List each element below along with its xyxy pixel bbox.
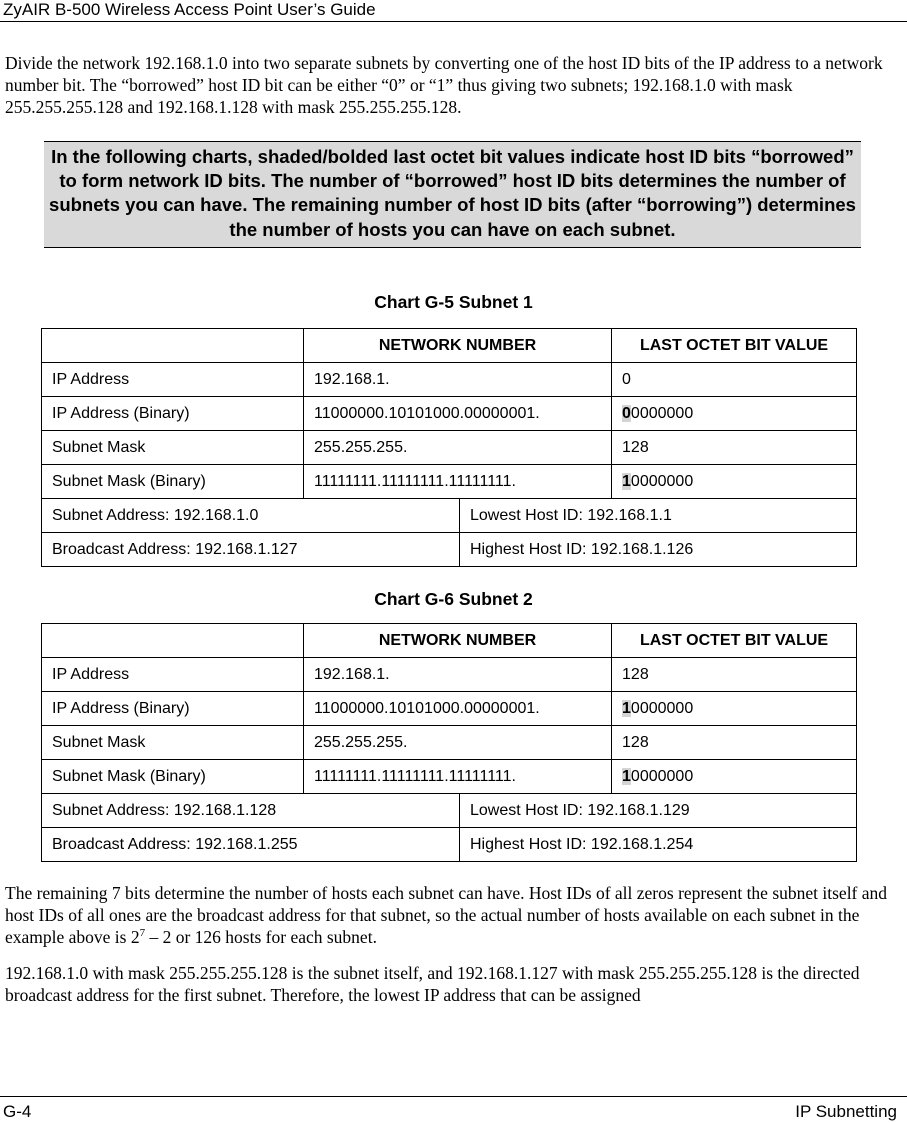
page-number: G-4	[3, 1102, 32, 1121]
header-divider	[0, 21, 907, 22]
last-octet-cell	[612, 363, 857, 397]
table-row	[42, 760, 857, 794]
network-cell: 192.168.1.	[304, 363, 612, 397]
network-number-header: NETWORK NUMBER	[304, 329, 612, 363]
last-octet-header: LAST OCTET BIT VALUE	[612, 329, 857, 363]
table-row	[42, 828, 857, 862]
broadcast-address-cell: Broadcast Address: 192.168.1.127	[42, 533, 460, 567]
remaining-bits: 0000000	[630, 699, 694, 717]
last-octet-cell	[612, 658, 857, 692]
table-header-row	[42, 624, 857, 658]
exponent: 7	[139, 927, 146, 940]
note-box: In the following charts, shaded/bolded last octet bit values indicate host ID bits “borrowed” to form network ID bits. The number of “borrowed” host ID bits determines the number of subnets you can have. The remaining number of host ID bits (after “borrowing”) determines the number of hosts you can have on each subnet.	[44, 141, 861, 248]
table-row	[42, 658, 857, 692]
empty-header-cell	[42, 624, 304, 658]
borrowed-bit: 1	[622, 767, 631, 785]
table-row	[42, 363, 857, 397]
footer-divider	[0, 1096, 907, 1097]
broadcast-address-cell: Broadcast Address: 192.168.1.255	[42, 828, 460, 862]
borrowed-bit: 1	[622, 472, 631, 490]
last-octet-cell	[612, 431, 857, 465]
table-row	[42, 465, 857, 499]
row-label: IP Address	[42, 363, 304, 397]
remaining-bits: 128	[622, 665, 649, 683]
network-number-header: NETWORK NUMBER	[304, 624, 612, 658]
network-cell: 11111111.11111111.11111111.	[304, 760, 612, 794]
remaining-bits: 0	[622, 370, 631, 388]
last-octet-cell	[612, 465, 857, 499]
chart-title-subnet-1: Chart G-5 Subnet 1	[374, 292, 533, 312]
hosts-text-before: The remaining 7 bits determine the number of hosts each subnet can have. Host IDs of all zeros represent the subnet itself and host IDs of all ones are the broadcast address for that subnet, so the actual number of hosts available on each subnet in the example above is 2	[5, 883, 888, 947]
row-label: Subnet Mask (Binary)	[42, 465, 304, 499]
table-row	[42, 431, 857, 465]
remaining-bits: 128	[622, 438, 649, 456]
remaining-bits: 0000000	[630, 472, 694, 490]
last-octet-cell	[612, 726, 857, 760]
row-label: Subnet Mask	[42, 726, 304, 760]
intro-paragraph: Divide the network 192.168.1.0 into two separate subnets by converting one of the host ID bits of the IP address to a network number bit. The “borrowed” host ID bit can be either “0” or “1” thus giving two subnets; 192.168.1.0 with mask 255.255.255.128 and 192.168.1.128 with mask 255.255.255.128.	[5, 53, 883, 117]
empty-header-cell	[42, 329, 304, 363]
lowest-host-cell: Lowest Host ID: 192.168.1.1	[460, 499, 857, 533]
borrowed-bit: 1	[622, 699, 631, 717]
last-octet-cell	[612, 397, 857, 431]
page-header-title: ZyAIR B-500 Wireless Access Point User’s Guide	[3, 0, 376, 19]
borrowed-bit: 0	[622, 404, 631, 422]
row-label: IP Address	[42, 658, 304, 692]
last-octet-cell	[612, 760, 857, 794]
table-row	[42, 692, 857, 726]
row-label: IP Address (Binary)	[42, 692, 304, 726]
remaining-bits: 128	[622, 733, 649, 751]
network-cell: 11111111.11111111.11111111.	[304, 465, 612, 499]
table-header-row	[42, 329, 857, 363]
remaining-bits: 0000000	[630, 404, 694, 422]
chart-title-subnet-2: Chart G-6 Subnet 2	[374, 589, 533, 609]
network-cell: 255.255.255.	[304, 726, 612, 760]
network-cell: 255.255.255.	[304, 431, 612, 465]
lowest-host-cell: Lowest Host ID: 192.168.1.129	[460, 794, 857, 828]
row-label: Subnet Mask	[42, 431, 304, 465]
highest-host-cell: Highest Host ID: 192.168.1.254	[460, 828, 857, 862]
last-octet-cell	[612, 692, 857, 726]
table-row	[42, 726, 857, 760]
remaining-bits: 0000000	[630, 767, 694, 785]
highest-host-cell: Highest Host ID: 192.168.1.126	[460, 533, 857, 567]
network-cell: 192.168.1.	[304, 658, 612, 692]
subnet-address-cell: Subnet Address: 192.168.1.128	[42, 794, 460, 828]
row-label: Subnet Mask (Binary)	[42, 760, 304, 794]
last-octet-header: LAST OCTET BIT VALUE	[612, 624, 857, 658]
network-cell: 11000000.10101000.00000001.	[304, 692, 612, 726]
table-row	[42, 794, 857, 828]
hosts-paragraph	[5, 882, 903, 948]
broadcast-paragraph: 192.168.1.0 with mask 255.255.255.128 is the subnet itself, and 192.168.1.127 with mask 255.255.255.128 is the directed broadcast address for the first subnet. Therefore, the lowest IP address that can be assigned	[5, 963, 860, 1005]
section-name: IP Subnetting	[795, 1102, 897, 1121]
table-row	[42, 533, 857, 567]
hosts-text-after: – 2 or 126 hosts for each subnet.	[145, 927, 377, 947]
subnet-1-table	[41, 328, 857, 567]
row-label: IP Address (Binary)	[42, 397, 304, 431]
subnet-address-cell: Subnet Address: 192.168.1.0	[42, 499, 460, 533]
table-row	[42, 397, 857, 431]
subnet-2-table	[41, 623, 857, 862]
network-cell: 11000000.10101000.00000001.	[304, 397, 612, 431]
table-row	[42, 499, 857, 533]
